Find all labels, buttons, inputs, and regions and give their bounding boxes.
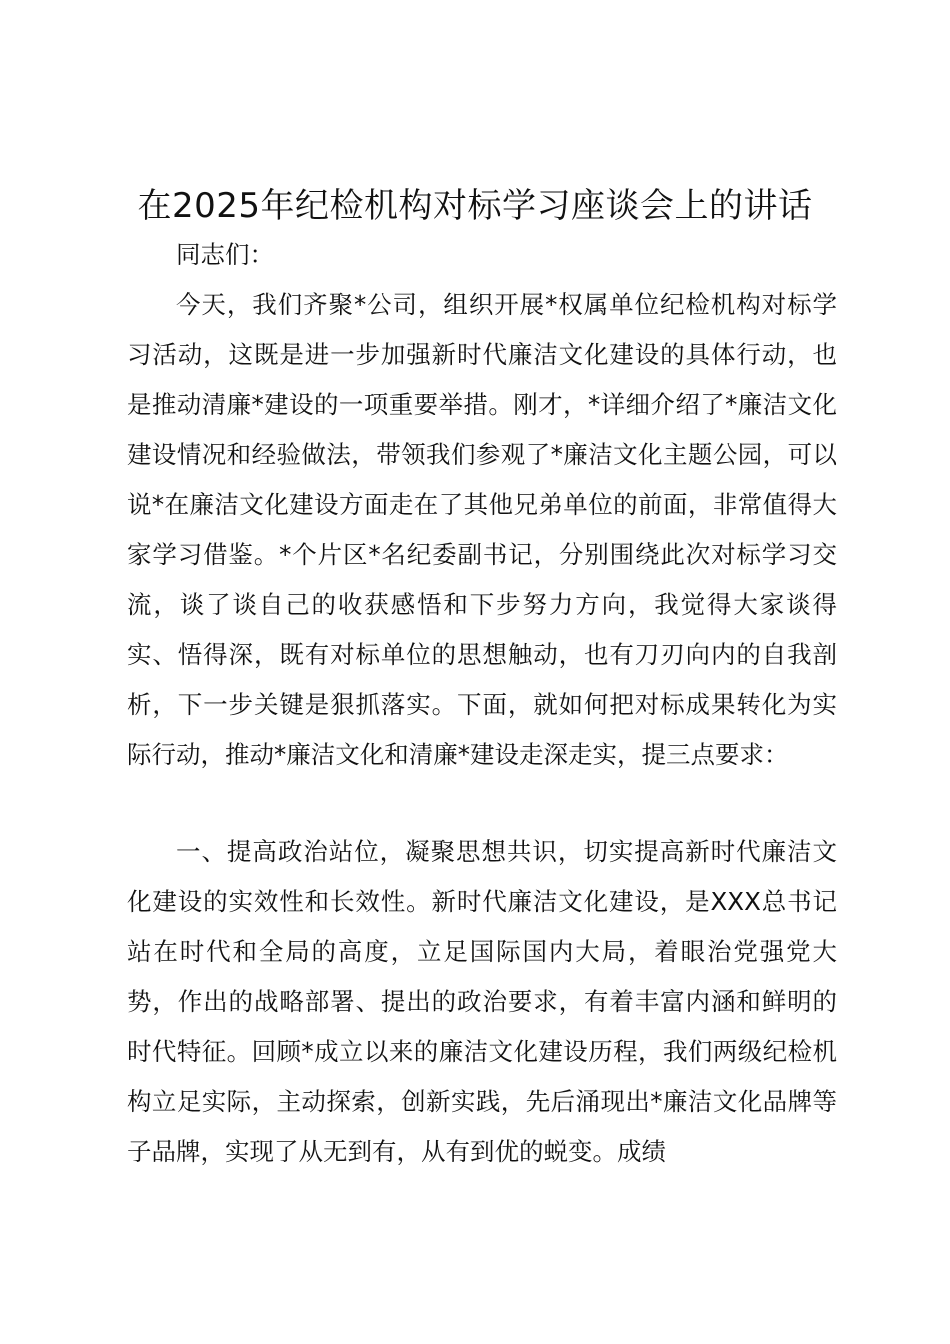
- salutation: 同志们：: [176, 240, 274, 269]
- document-title: 在2025年纪检机构对标学习座谈会上的讲话: [137, 186, 813, 226]
- paragraph-section-one: 一、提高政治站位，凝聚思想共识，切实提高新时代廉洁文化建设的实效性和长效性。新时代廉洁文化建设，是XXX总书记站在时代和全局的高度，立足国际国内大局，着眼治党强党大势，作出的战略部署、提出的政治要求，有着丰富内涵和鲜明的时代特征。回顾*成立以来的廉洁文化建设历程，我们两级纪检机构立足实际，主动探索，创新实践，先后涌现出*廉洁文化品牌等子品牌，实现了从无到有，从有到优的蜕变。成绩: [127, 837, 837, 1166]
- paragraph-opening: 今天，我们齐聚*公司，组织开展*权属单位纪检机构对标学习活动，这既是进一步加强新时代廉洁文化建设的具体行动，也是推动清廉*建设的一项重要举措。刚才，*详细介绍了*廉洁文化建设情况和经验做法，带领我们参观了*廉洁文化主题公园，可以说*在廉洁文化建设方面走在了其他兄弟单位的前面，非常值得大家学习借鉴。*个片区*名纪委副书记，分别围绕此次对标学习交流，谈了谈自己的收获感悟和下步努力方向，我觉得大家谈得实、悟得深，既有对标单位的思想触动，也有刀刃向内的自我剖析，下一步关键是狠抓落实。下面，就如何把对标成果转化为实际行动，推动*廉洁文化和清廉*建设走深走实，提三点要求：: [127, 290, 837, 769]
